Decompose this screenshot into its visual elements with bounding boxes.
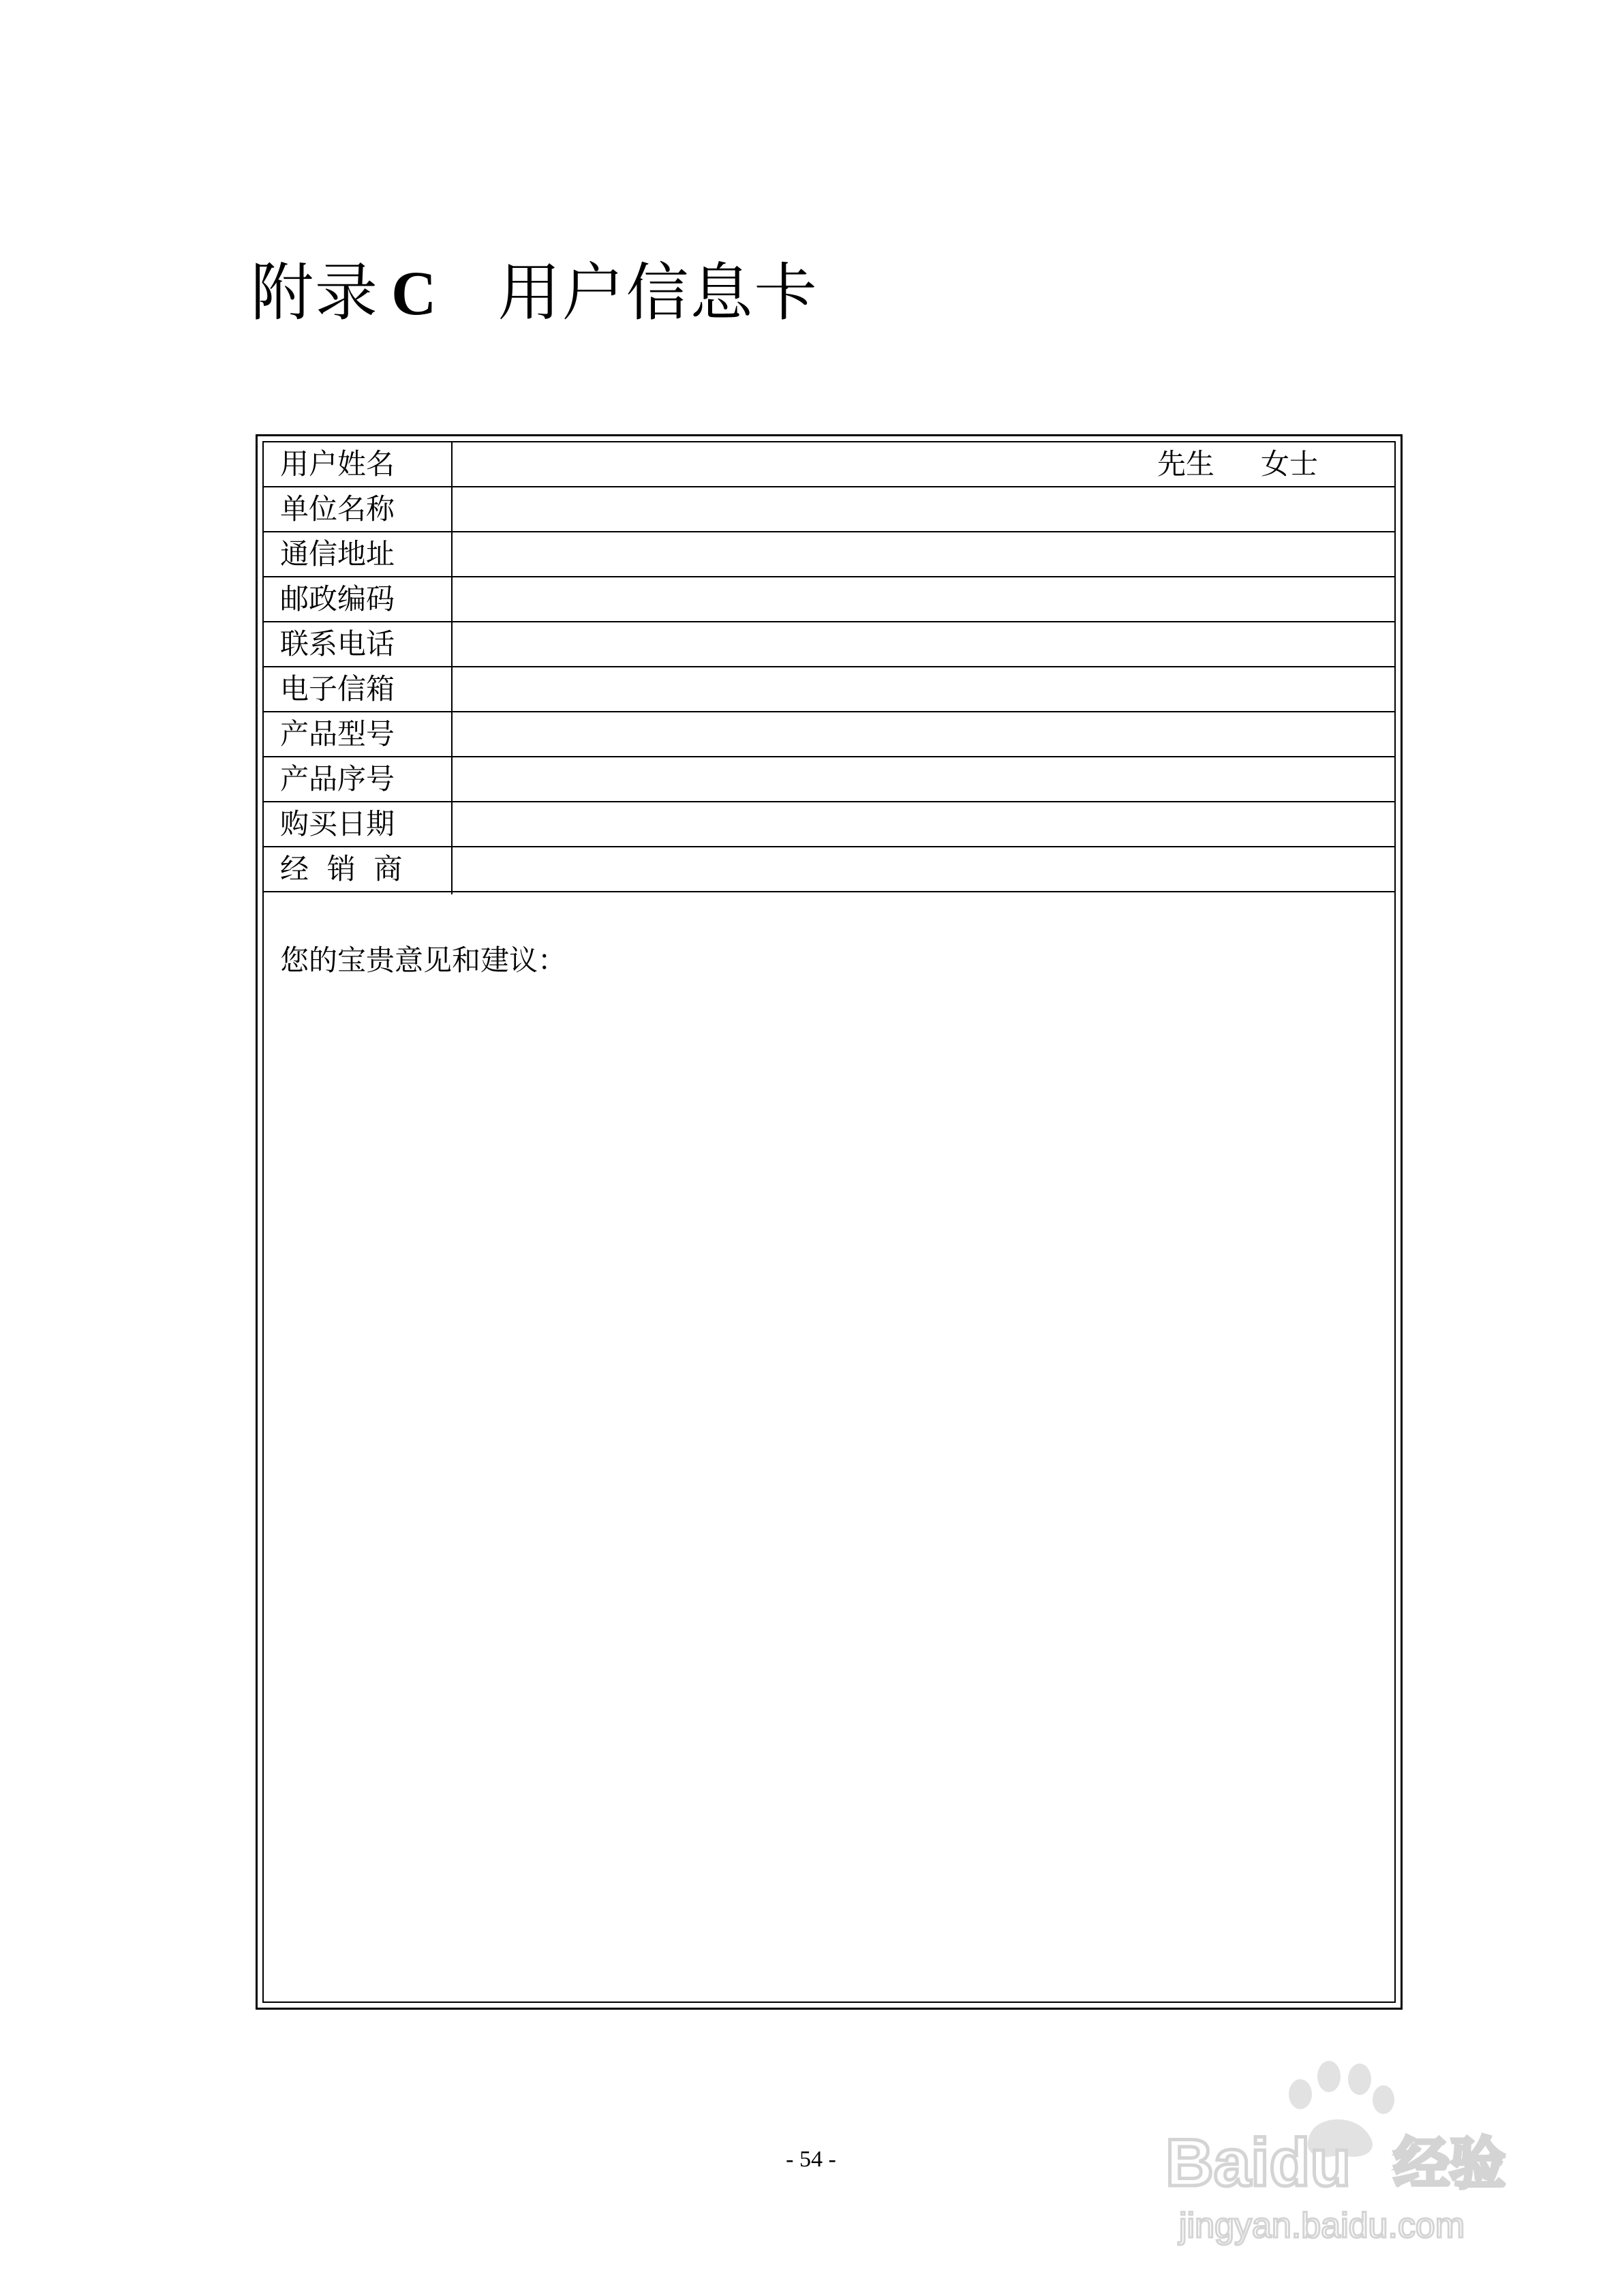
row-phone xyxy=(264,622,1394,667)
salutation-ms[interactable]: 女士 xyxy=(1261,447,1319,481)
label-purchase-date: 购买日期 xyxy=(280,807,395,841)
watermark-brand-cn: 经验 xyxy=(1394,2132,1506,2196)
label-postal-code: 邮政编码 xyxy=(280,582,395,616)
label-address: 通信地址 xyxy=(280,537,395,571)
label-company-name: 单位名称 xyxy=(280,492,395,526)
title-prefix: 附录 xyxy=(251,256,380,329)
row-product-model xyxy=(264,712,1394,757)
row-address xyxy=(264,532,1394,577)
row-postal-code xyxy=(264,577,1394,622)
label-product-model: 产品型号 xyxy=(280,717,395,751)
row-dealer xyxy=(264,847,1394,892)
row-serial-number xyxy=(264,757,1394,802)
label-dealer: 经 销 商 xyxy=(280,852,403,886)
watermark-url: jingyan.baidu.com xyxy=(1179,2206,1465,2246)
comments-label: 您的宝贵意见和建议： xyxy=(280,943,567,977)
row-company-name xyxy=(264,487,1394,532)
form-inner-border xyxy=(262,441,1396,2003)
watermark-brand: Baidu xyxy=(1165,2125,1351,2200)
label-email: 电子信箱 xyxy=(280,672,395,706)
page-title xyxy=(251,252,818,334)
page-number: - 54 - xyxy=(786,2147,836,2172)
label-user-name: 用户姓名 xyxy=(280,447,395,481)
user-info-form xyxy=(256,434,1403,2010)
label-serial-number: 产品序号 xyxy=(280,762,395,796)
row-email xyxy=(264,667,1394,712)
title-name: 用户信息卡 xyxy=(498,256,818,329)
salutation-mr[interactable]: 先生 xyxy=(1157,447,1215,481)
row-purchase-date xyxy=(264,802,1394,847)
baidu-watermark xyxy=(1152,2052,1547,2256)
label-phone: 联系电话 xyxy=(280,627,395,661)
title-code: C xyxy=(391,258,438,328)
row-user-name xyxy=(264,442,1394,487)
